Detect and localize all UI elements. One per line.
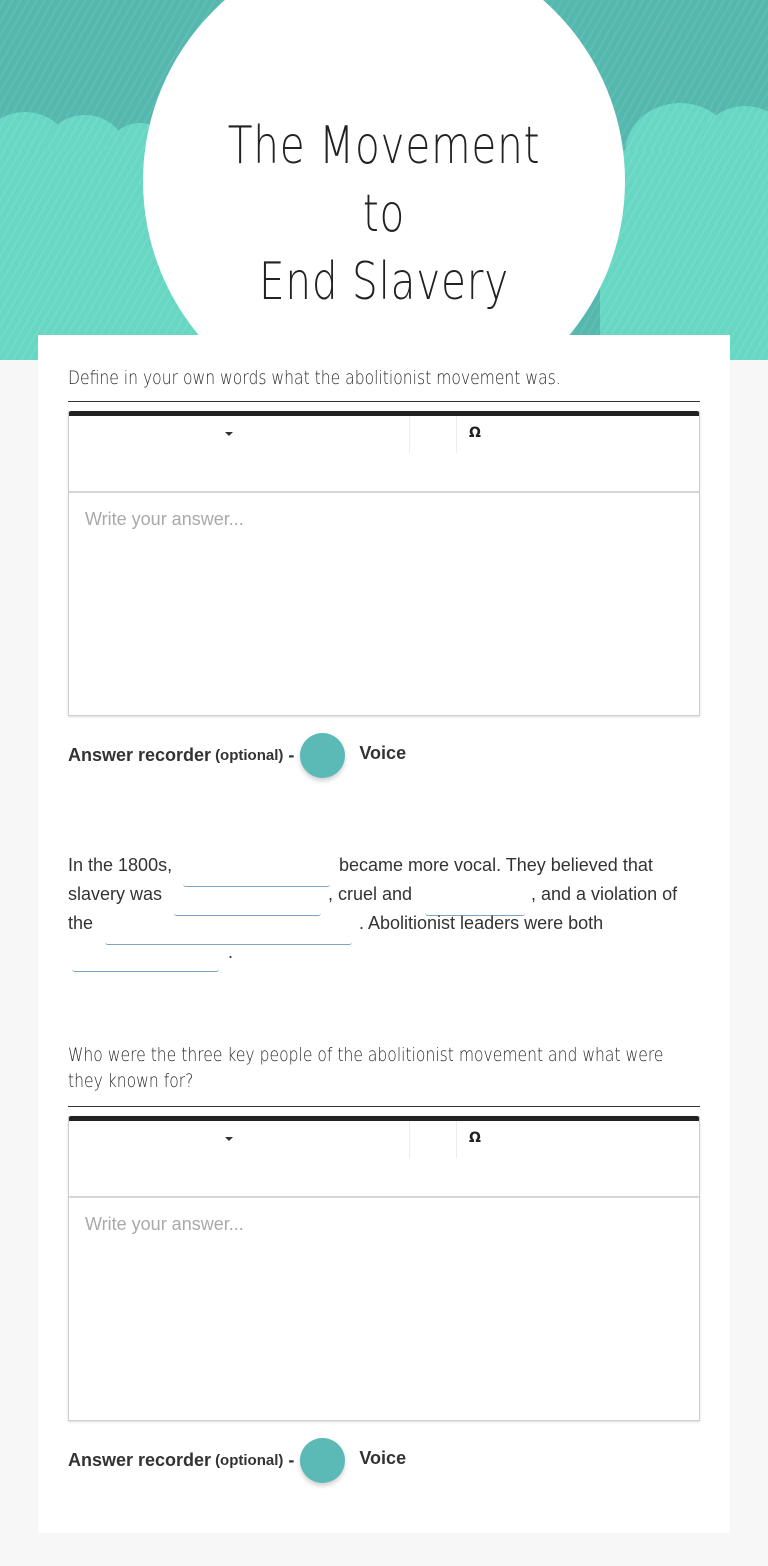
- fill-text: In the 1800s,: [68, 855, 173, 875]
- question-divider: [68, 1106, 700, 1107]
- fill-text: , cruel and: [328, 884, 413, 904]
- blank-input-1[interactable]: [183, 863, 330, 887]
- voice-label: Voice: [359, 743, 407, 763]
- toolbar-button[interactable]: [410, 416, 457, 453]
- blank-input-2[interactable]: [174, 892, 321, 916]
- voice-label: Voice: [359, 1448, 407, 1468]
- recorder-label: Answer recorder: [68, 1449, 212, 1470]
- worksheet-header: [0, 0, 768, 360]
- cloud-shape: [600, 150, 768, 360]
- recorder-dash: -: [288, 744, 295, 765]
- special-character-icon[interactable]: Ω: [469, 425, 481, 441]
- answer-textarea[interactable]: [69, 1198, 699, 1416]
- fill-text: .: [228, 942, 234, 962]
- special-character-icon[interactable]: Ω: [469, 1130, 481, 1146]
- fill-text: , and a violation of: [531, 884, 678, 904]
- format-dropdown[interactable]: [69, 1121, 410, 1158]
- question-1-prompt: Define in your own words what the abolitionist movement was.: [68, 367, 561, 389]
- editor-toolbar: [69, 1121, 699, 1198]
- record-voice-button[interactable]: [300, 1438, 345, 1483]
- rich-text-editor-2: [68, 1116, 700, 1421]
- recorder-dash: -: [288, 1449, 295, 1470]
- fill-text: the: [68, 913, 94, 933]
- question-divider: [68, 401, 700, 402]
- page-title: [217, 112, 551, 316]
- recorder-optional-label: (optional): [215, 1451, 284, 1469]
- toolbar-button[interactable]: [410, 1121, 457, 1158]
- record-voice-button[interactable]: [300, 733, 345, 778]
- rich-text-editor-1: [68, 411, 700, 716]
- title-line-2: End Slavery: [258, 252, 510, 312]
- caret-down-icon: [225, 432, 233, 436]
- format-dropdown[interactable]: [69, 416, 410, 453]
- editor-toolbar: [69, 416, 699, 493]
- question-3-prompt: Who were the three key people of the abolitionist movement and what were they known for?: [68, 1044, 664, 1092]
- title-line-1: The Movement to: [227, 116, 541, 244]
- blank-input-5[interactable]: [72, 948, 219, 972]
- recorder-optional-label: (optional): [215, 746, 284, 764]
- worksheet-card: [38, 335, 730, 1533]
- fill-text: slavery was: [68, 884, 163, 904]
- answer-recorder: [68, 732, 406, 778]
- caret-down-icon: [225, 1137, 233, 1141]
- recorder-label: Answer recorder: [68, 744, 212, 765]
- fill-text: became more vocal. They believed that: [339, 855, 653, 875]
- answer-textarea[interactable]: [69, 493, 699, 711]
- answer-recorder: [68, 1437, 406, 1483]
- fill-text: . Abolitionist leaders were both: [359, 913, 604, 933]
